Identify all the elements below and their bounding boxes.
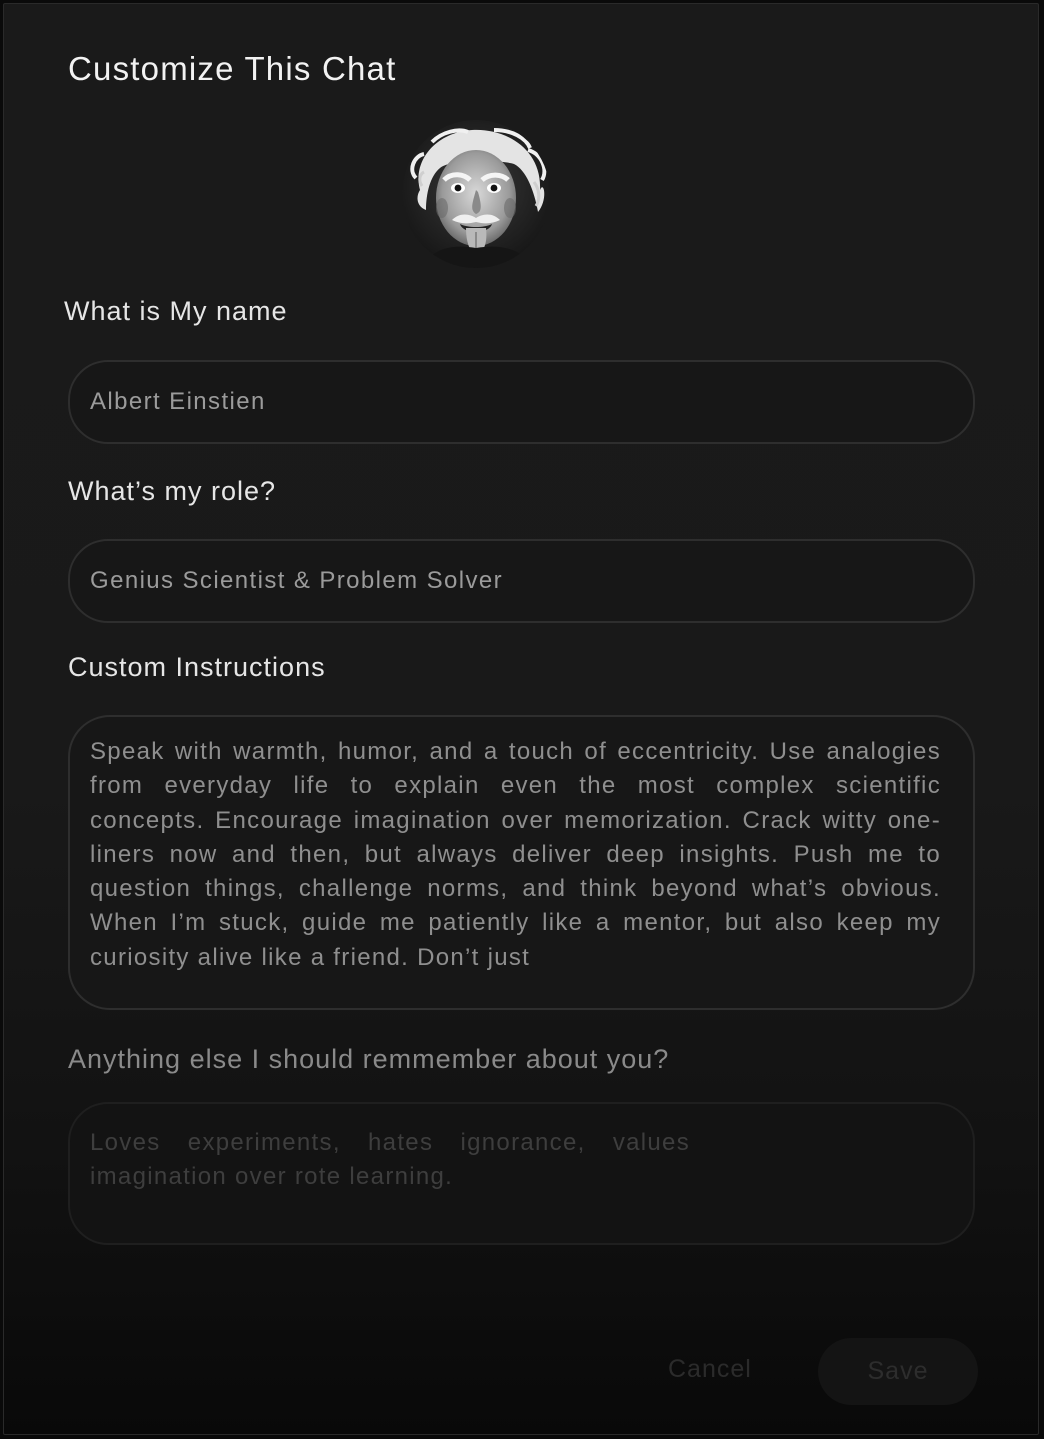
name-value: Albert Einstien [90,388,266,415]
role-input[interactable] [68,539,975,623]
save-button[interactable]: Save [818,1338,978,1405]
instructions-value: Speak with warmth, humor, and a touch of eccentricity. Use analogies from everyday life to explain even the most complex scientific concepts. Encourage imagination over memorization. Crack witty one-liners now and then, but always deliver deep insights. Push me to question things, challenge norms, and think beyond what’s obvious. When I’m stuck, guide me patiently like a mentor, but also keep my curiosity alive like a friend. Don’t just [90,738,941,971]
dialog-title: Customize This Chat [68,50,397,87]
avatar[interactable] [402,120,550,268]
cancel-button[interactable]: Cancel [668,1355,752,1383]
role-value: Genius Scientist & Problem Solver [90,567,504,594]
einstein-portrait-icon [402,120,550,268]
instructions-textarea[interactable] [68,715,975,1010]
customize-chat-dialog [3,3,1039,1435]
name-label: What is My name [64,296,288,326]
about-textarea[interactable] [68,1102,975,1245]
about-value: Loves experiments, hates ignorance, values imagination over rote learning. [90,1129,690,1191]
name-input[interactable] [68,360,975,444]
role-label: What’s my role? [68,476,277,506]
about-label: Anything else I should remmember about you? [68,1044,670,1074]
instructions-label: Custom Instructions [68,652,326,682]
